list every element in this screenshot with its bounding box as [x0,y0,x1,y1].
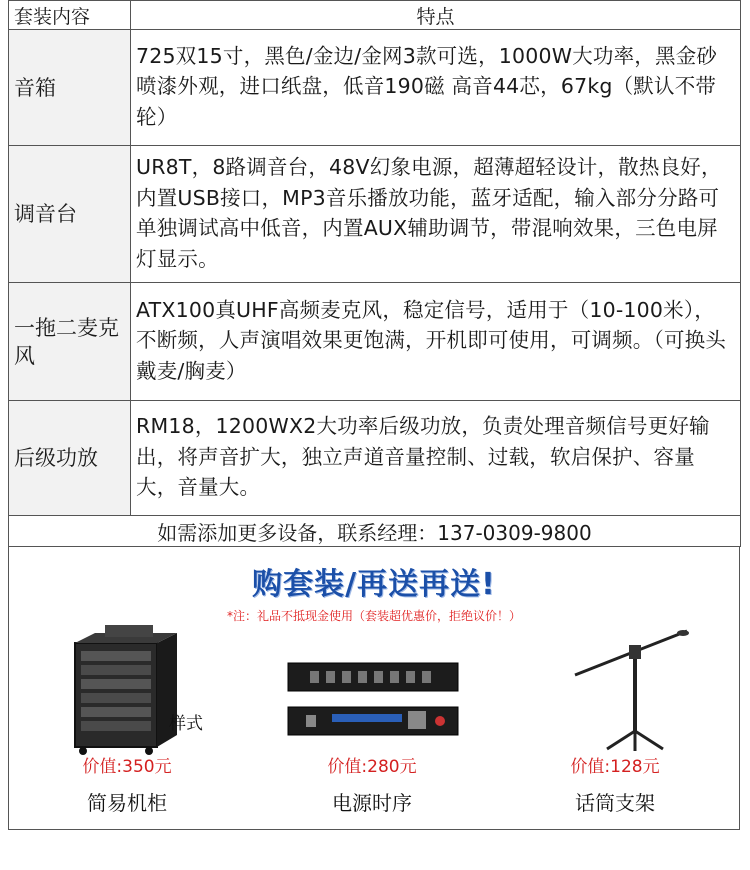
header-package: 套装内容 [9,1,131,30]
table-row [9,146,741,283]
item-name: 调音台 [9,146,131,283]
item-desc: 725双15寸，黑色/金边/金网3款可选，1000W大功率，黑金砂喷漆外观，进口纸盘，低音190磁 高音44芯，67kg（默认不带轮） [131,30,741,146]
item-desc: UR8T，8路调音台，48V幻象电源，超薄超轻设计，散热良好，内置USB接口，MP3音乐播放功能，蓝牙适配，输入部分分路可单独调试高中低音，内置AUX辅助调节，带混响效果，三色电屏灯显示。 [131,146,741,283]
power-sequencer-icon [272,625,472,755]
header-features: 特点 [131,1,741,30]
gift-price: 价值:350元 [82,757,172,777]
style-label: 样式 [169,714,203,734]
contact-text: 如需添加更多设备，联系经理：137-0309-9800 [9,516,741,547]
item-name: 音箱 [9,30,131,146]
gift-name: 话筒支架 [575,791,655,815]
mic-stand-icon [515,625,715,755]
promo-note: *注：礼品不抵现金使用（套装超优惠价，拒绝议价！） [226,609,521,623]
gift-name: 简易机柜 [87,791,167,815]
contact-row [9,516,741,547]
item-desc: ATX100真UHF高频麦克风，稳定信号，适用于（10-100米），不断频，人声演唱效果更饱满，开机即可使用，可调频。（可换头戴麦/胸麦） [131,283,741,401]
item-name: 后级功放 [9,401,131,516]
gift-price: 价值:128元 [570,757,660,777]
rack-cabinet-icon [27,625,227,755]
gift-name: 电源时序 [332,791,412,815]
package-table [8,0,741,547]
table-row [9,30,741,146]
promo-panel [8,546,740,830]
promo-title: 购套装/再送再送! [252,567,496,602]
item-name: 一拖二麦克风 [9,283,131,401]
item-desc: RM18，1200WX2大功率后级功放，负责处理音频信号更好输出，将声音扩大，独立声道音量控制、过载，软启保护、容量大，音量大。 [131,401,741,516]
table-row [9,283,741,401]
table-row [9,401,741,516]
table-header [9,1,741,30]
gift-price: 价值:280元 [327,757,417,777]
